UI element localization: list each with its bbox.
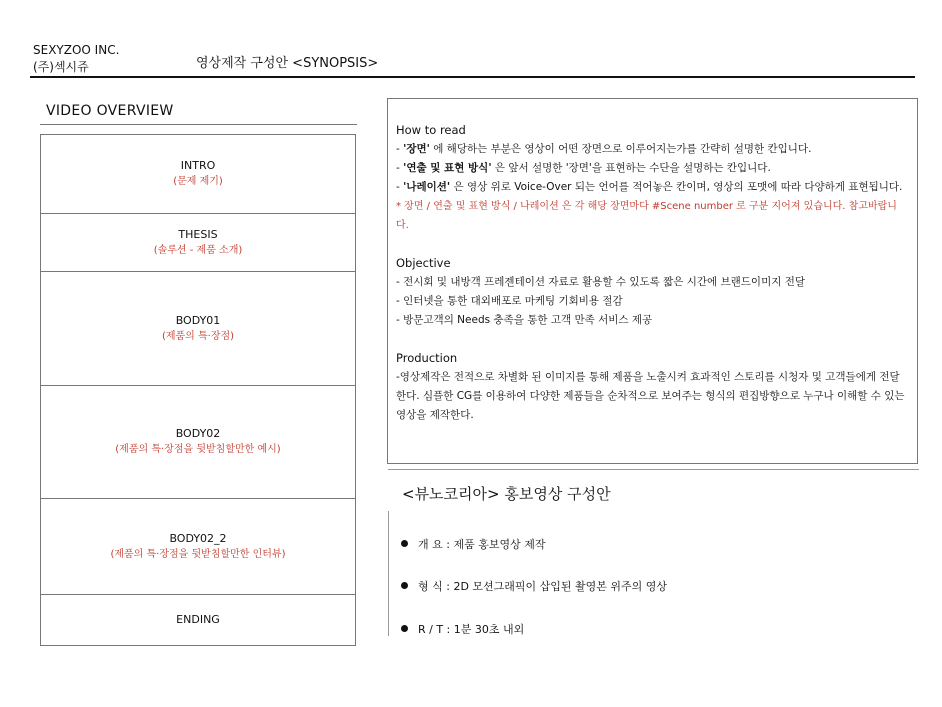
term: '나레이션' — [403, 181, 451, 193]
overview-table — [40, 134, 356, 646]
section-subtitle: (제품의 특·장점을 뒷받침할만한 인터뷰) — [110, 548, 286, 560]
section-title: ENDING — [176, 613, 220, 626]
company-block — [33, 42, 119, 76]
info-box — [387, 98, 918, 464]
plan-divider — [388, 469, 919, 470]
how-to-read-heading: How to read — [396, 123, 466, 137]
bullet-icon — [401, 625, 408, 632]
section-subtitle: (제품의 특·장점을 뒷받침할만한 예시) — [115, 444, 281, 455]
objective-item: - 방문고객의 Needs 충족을 통한 고객 만족 서비스 제공 — [396, 314, 653, 326]
note-text: * 장면 / 연출 및 표현 방식 / 나레이션 은 각 해당 장면마다 #Scene number 로 구분 지어져 있습니다. 참고바랍니다. — [396, 201, 897, 231]
production-text: -영상제작은 전적으로 차별화 된 이미지를 통해 제품을 노출시켜 효과적인 스토리를 시청자 및 고객들에게 전달한다. 심플한 CG를 이용하여 다양한 제품들을 순차적으로 보여주는 형식의 편집방향으로 누구나 이해할 수 있는 영상을 제작한다. — [396, 371, 905, 421]
header-divider — [30, 76, 915, 78]
section-intro — [41, 135, 355, 214]
term-description: 은 영상 위로 Voice-Over 되는 언어를 적어놓은 칸이며, 영상의 포맷에 따라 다양하게 표현됩니다. — [450, 181, 903, 193]
term-description: 에 해당하는 부분은 영상이 어떤 장면으로 이루어지는가를 간략히 설명한 칸입니다. — [429, 143, 812, 155]
section-title: THESIS — [178, 227, 218, 241]
plan-item-overview — [401, 536, 545, 552]
how-to-read-item: - '장면' 에 해당하는 부분은 영상이 어떤 장면으로 이루어지는가를 간략히 설명한 칸입니다. — [396, 143, 812, 155]
section-body01 — [41, 272, 355, 386]
company-name-en: SEXYZOO INC. — [33, 43, 120, 57]
section-title: INTRO — [180, 159, 216, 172]
bullet-icon — [401, 540, 408, 547]
plan-side-rule — [388, 511, 390, 636]
objective-item: - 인터넷을 통한 대외배포로 마케팅 기회비용 절감 — [396, 295, 623, 307]
term: '장면' — [403, 143, 430, 155]
section-title: BODY02_2 — [169, 531, 227, 545]
section-body02-2 — [41, 499, 355, 595]
plan-item-runtime — [401, 621, 524, 637]
term: '연출 및 표현 방식' — [403, 162, 492, 174]
section-subtitle: (제품의 특·장점) — [161, 330, 235, 342]
bullet-icon — [401, 582, 408, 589]
company-name-kr: (주)섹시쥬 — [33, 60, 89, 74]
section-subtitle: (솔루션 - 제품 소개) — [153, 244, 243, 256]
section-title: BODY02 — [175, 427, 221, 440]
overview-heading: VIDEO OVERVIEW — [46, 103, 174, 119]
plan-item-text: 개 요 : 제품 홍보영상 제작 — [418, 538, 546, 551]
overview-divider — [40, 124, 357, 125]
production-heading: Production — [396, 351, 458, 365]
how-to-read-item: - '나레이션' 은 영상 위로 Voice-Over 되는 언어를 적어놓은 칸이며, 영상의 포맷에 따라 다양하게 표현됩니다. — [396, 181, 903, 193]
section-subtitle: (문제 제기) — [173, 176, 223, 187]
objective-heading: Objective — [396, 256, 451, 270]
plan-item-text: 형 식 : 2D 모션그래픽이 삽입된 촬영본 위주의 영상 — [418, 580, 668, 593]
plan-item-text: R / T : 1분 30초 내외 — [418, 623, 525, 636]
document-title: 영상제작 구성안 <SYNOPSIS> — [196, 56, 379, 71]
plan-title: <뷰노코리아> 홍보영상 구성안 — [402, 485, 611, 503]
section-title: BODY01 — [175, 313, 221, 327]
term-description: 은 앞서 설명한 '장면'을 표현하는 수단을 설명하는 칸입니다. — [491, 162, 771, 174]
section-ending — [41, 595, 355, 645]
how-to-read-item: - '연출 및 표현 방식' 은 앞서 설명한 '장면'을 표현하는 수단을 설명하는 칸입니다. — [396, 162, 771, 174]
section-body02 — [41, 386, 355, 499]
objective-item: - 전시회 및 내방객 프레젠테이션 자료로 활용할 수 있도록 짧은 시간에 브랜드이미지 전달 — [396, 276, 805, 288]
section-thesis — [41, 214, 355, 272]
plan-item-format — [401, 578, 667, 594]
